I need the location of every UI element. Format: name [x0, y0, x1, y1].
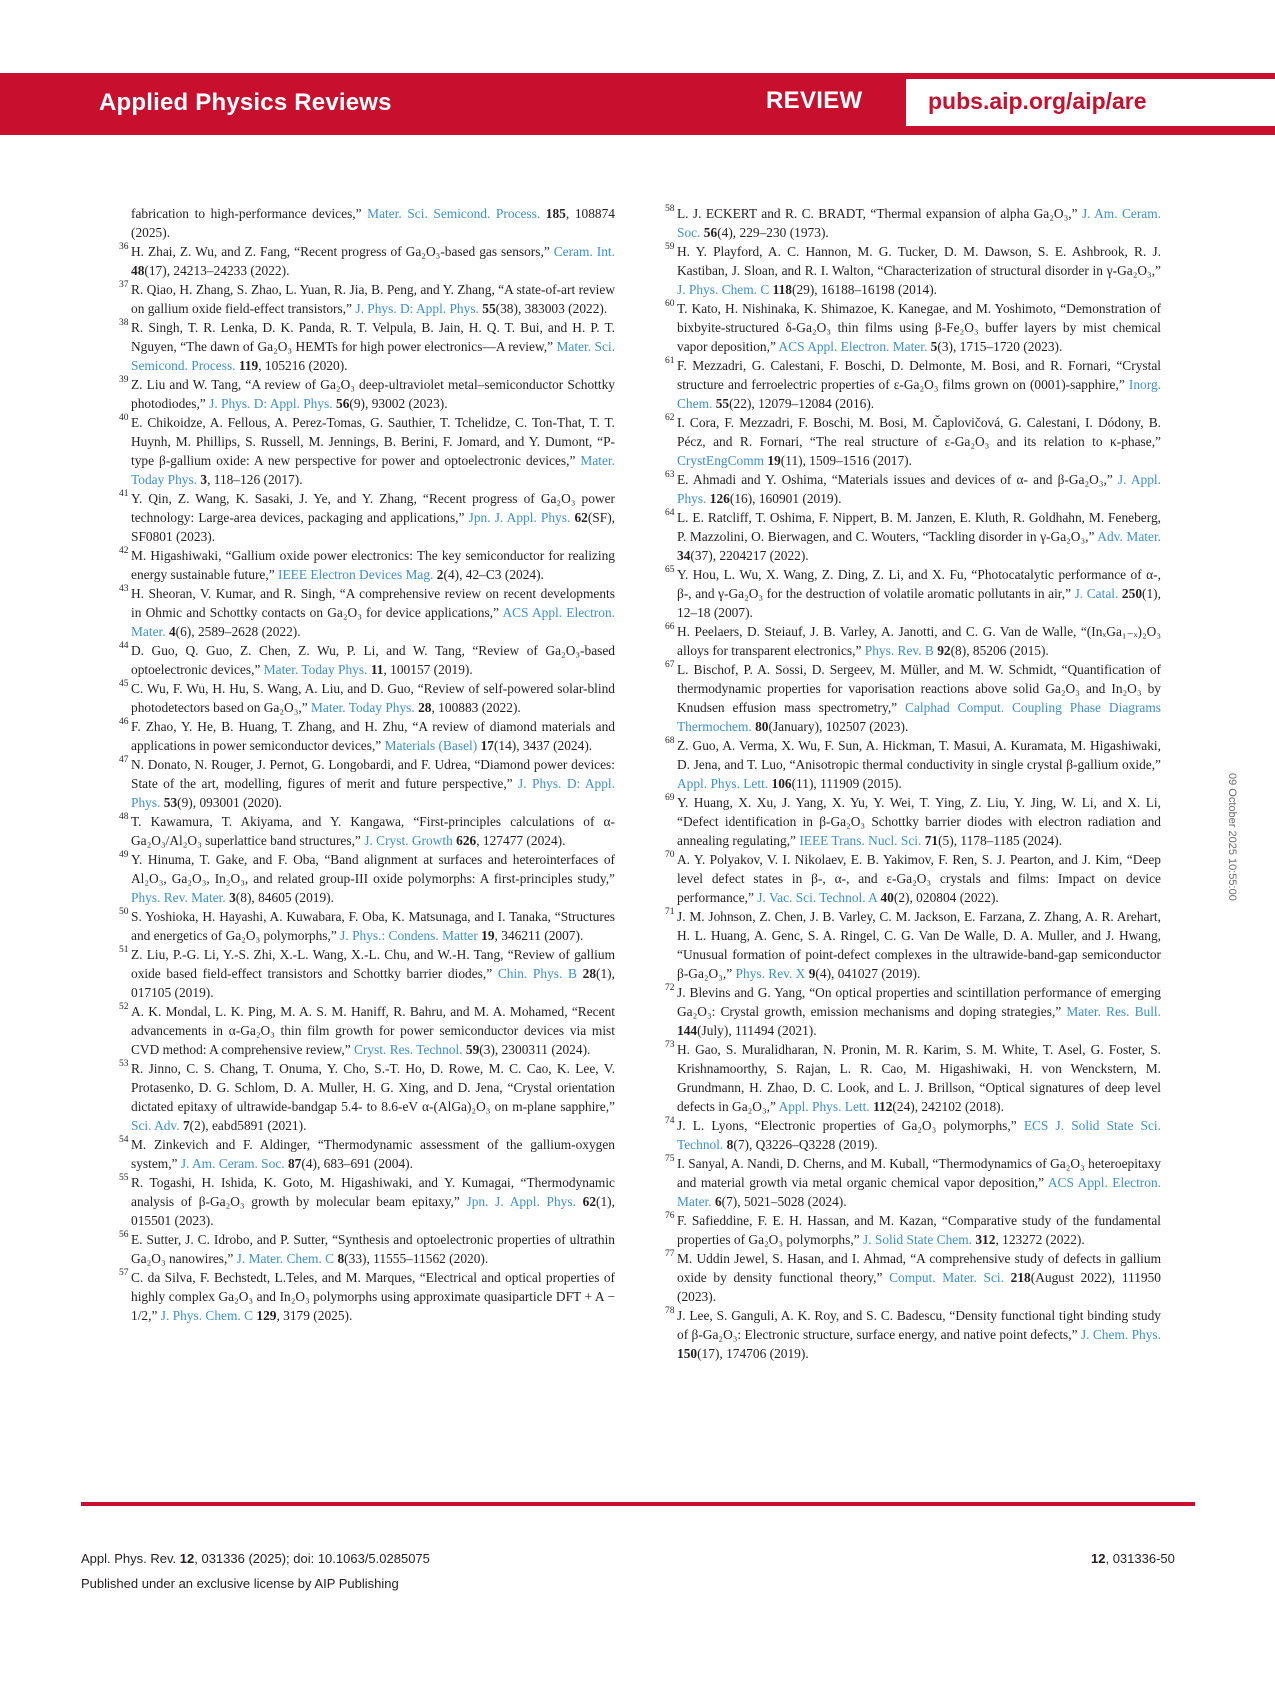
footer-page-number	[1091, 1551, 1175, 1566]
reference-number: 72	[665, 983, 675, 993]
reference-volume: 4	[168, 624, 176, 639]
reference-journal-link[interactable]: Ceram. Int.	[553, 244, 615, 259]
reference-volume: 11	[370, 662, 384, 677]
reference-number: 78	[665, 1306, 675, 1316]
reference-number: 54	[119, 1135, 129, 1145]
reference-item	[119, 1059, 615, 1135]
reference-details: (4), 683–691 (2004).	[301, 1156, 413, 1171]
reference-journal-link[interactable]: Mater. Sci. Semicond. Process.	[367, 206, 541, 221]
journal-title[interactable]: Applied Physics Reviews	[99, 89, 392, 116]
reference-number: 63	[665, 470, 675, 480]
reference-item	[665, 1040, 1161, 1116]
reference-number: 38	[119, 318, 129, 328]
reference-journal-link[interactable]: Inorg. Chem.	[677, 377, 1161, 411]
reference-details: (16), 160901 (2019).	[729, 491, 842, 506]
reference-journal-link[interactable]: J. Am. Ceram. Soc.	[677, 206, 1161, 240]
reference-text: D. Guo, Q. Guo, Z. Chen, Z. Wu, P. Li, and W. Tang, “Review of Ga₂O₃-based optoelectronic devices,”	[131, 643, 615, 677]
reference-item	[119, 318, 616, 375]
reference-text: H. Zhai, Z. Wu, and Z. Fang, “Recent progress of Ga₂O₃-based gas sensors,”	[131, 244, 554, 259]
reference-item	[119, 641, 615, 679]
reference-item	[119, 755, 615, 812]
reference-number: 49	[119, 850, 129, 860]
reference-journal-link[interactable]: Mater. Res. Bull.	[1066, 1004, 1161, 1019]
reference-item	[119, 242, 615, 280]
reference-volume: 56	[703, 225, 718, 240]
reference-text: R. Singh, T. R. Lenka, D. K. Panda, R. T. Velpula, B. Jain, H. Q. T. Bui, and H. P. T. Nguyen, “The dawn of Ga₂O₃ HEMTs for high power electronics—A review,”	[131, 320, 615, 354]
reference-journal-link[interactable]: Cryst. Res. Technol.	[354, 1042, 463, 1057]
reference-item	[119, 679, 615, 717]
reference-text: J. L. Lyons, “Electronic properties of Ga₂O₃ polymorphs,”	[677, 1118, 1024, 1133]
reference-item	[119, 584, 616, 641]
reference-number: 37	[119, 280, 129, 290]
reference-journal-link[interactable]: ECS J. Solid State Sci. Technol.	[677, 1118, 1161, 1152]
reference-number: 73	[665, 1040, 675, 1050]
reference-volume: 7	[182, 1118, 190, 1133]
reference-text: Z. Liu, P.-G. Li, Y.-S. Zhi, X.-L. Wang, X.-L. Chu, and W.-H. Tang, “Review of gallium oxide based field-effect transistors and Schottky barrier diodes,”	[131, 947, 615, 981]
footer-citation-rest: , 031336 (2025); doi: 10.1063/5.0285075	[194, 1551, 430, 1566]
reference-text: I. Cora, F. Mezzadri, F. Boschi, M. Bosi, M. Čaplovičová, G. Calestani, I. Dódony, B. Pécz, and R. Fornari, “The real structure of ε-Ga₂O₃ and its relation to κ-phase,”	[677, 415, 1161, 449]
reference-number: 44	[119, 641, 129, 651]
reference-number: 51	[119, 945, 129, 955]
reference-text: R. Jinno, C. S. Chang, T. Onuma, Y. Cho, S.-T. Ho, D. Rowe, M. C. Cao, K. Lee, V. Protasenko, D. G. Schlom, D. A. Muller, H. G. Xing, and D. Jena, “Crystal orientation dictated epitaxy of ultrawide-bandgap 5.4- to 8.6-eV α-(AlGa)₂O₃ on m-plane sapphire,”	[131, 1061, 615, 1114]
reference-item	[119, 717, 615, 755]
reference-volume: 40	[880, 890, 894, 905]
reference-journal-link[interactable]: Mater. Today Phys.	[131, 453, 615, 487]
reference-details: (1), 017105 (2019).	[131, 966, 615, 1000]
reference-item	[665, 622, 1161, 660]
reference-details: (22), 12079–12084 (2016).	[729, 396, 875, 411]
reference-journal-link[interactable]: Comput. Mater. Sci.	[889, 1270, 1004, 1285]
reference-text: I. Sanyal, A. Nandi, D. Cherns, and M. Kuball, “Thermodynamics of Ga₂O₃ heteroepitaxy and material growth via metal organic chemical vapor deposition,”	[677, 1156, 1161, 1190]
reference-details: (1), 12–18 (2007).	[677, 586, 1161, 620]
reference-details: , 127477 (2024).	[476, 833, 566, 848]
reference-item	[665, 413, 1161, 470]
reference-volume: 118	[772, 282, 792, 297]
reference-item	[131, 204, 615, 242]
reference-item	[665, 242, 1161, 299]
reference-text: Z. Guo, A. Verma, X. Wu, F. Sun, A. Hickman, T. Masui, A. Kuramata, M. Higashiwaki, D. Jena, and T. Luo, “Anisotropic thermal conductivity in single crystal β-gallium oxide,”	[677, 738, 1161, 772]
reference-details: (17), 24213–24233 (2022).	[144, 263, 290, 278]
reference-details: (37), 2204217 (2022).	[690, 548, 809, 563]
reference-item	[119, 945, 615, 1002]
reference-text: S. Yoshioka, H. Hayashi, A. Kuwabara, F. Oba, K. Matsunaga, and I. Tanaka, “Structures and energetics of Ga₂O₃ polymorphs,”	[131, 909, 615, 943]
reference-number: 76	[665, 1211, 675, 1221]
reference-details: , 118–126 (2017).	[207, 472, 303, 487]
reference-text: M. Higashiwaki, “Gallium oxide power electronics: The key semiconductor for realizing energy sustainable future,”	[131, 548, 615, 582]
reference-volume: 55	[482, 301, 496, 316]
reference-number: 70	[665, 850, 675, 860]
reference-number: 61	[665, 356, 675, 366]
reference-item	[119, 1230, 615, 1268]
reference-text: Z. Liu and W. Tang, “A review of Ga₂O₃ deep-ultraviolet metal–semiconductor Schottky photodiodes,”	[131, 377, 615, 411]
footer-page-rest: , 031336-50	[1105, 1551, 1175, 1566]
reference-details: (January), 102507 (2023).	[768, 719, 909, 734]
reference-item	[119, 1135, 615, 1173]
reference-volume: 28	[418, 700, 432, 715]
reference-journal-link[interactable]: J. Solid State Chem.	[862, 1232, 972, 1247]
reference-item	[665, 907, 1161, 983]
reference-item	[119, 1268, 615, 1325]
reference-number: 59	[665, 242, 675, 252]
reference-details: (2), 020804 (2022).	[893, 890, 999, 905]
reference-details: (14), 3437 (2024).	[493, 738, 593, 753]
journal-url-box[interactable]	[904, 77, 1275, 128]
reference-details: , 3179 (2025).	[276, 1308, 353, 1323]
reference-text: J. M. Johnson, Z. Chen, J. B. Varley, C. M. Jackson, E. Farzana, Z. Zhang, A. R. Arehart, H. L. Huang, A. Genc, S. A. Ringel, C. G. Van De Walle, D. A. Muller, and J. Hwang, “Unusual formation of point-defect complexes in the ultrawide-band-gap semiconductor β-Ga₂O₃,”	[677, 909, 1161, 981]
reference-volume: 92	[937, 643, 951, 658]
reference-volume: 3	[229, 890, 236, 905]
reference-details: (July), 111494 (2021).	[697, 1023, 817, 1038]
reference-number: 45	[119, 679, 129, 689]
reference-text: Y. Hou, L. Wu, X. Wang, Z. Ding, Z. Li, and X. Fu, “Photocatalytic performance of α-, β-, and γ-Ga₂O₃ for the destruction of volatile aromatic pollutants in air,”	[677, 567, 1161, 601]
journal-banner	[0, 73, 1275, 135]
reference-details: (7), Q3226–Q3228 (2019).	[733, 1137, 878, 1152]
reference-item	[119, 812, 615, 850]
reference-volume: 59	[465, 1042, 480, 1057]
reference-item	[665, 356, 1161, 413]
reference-text: A. Y. Polyakov, V. I. Nikolaev, E. B. Yakimov, F. Ren, S. J. Pearton, and J. Kim, “Deep level defect states in β-, α-, and ε-Ga₂O₃ crystals and films: Impact on device performance,”	[677, 852, 1161, 905]
reference-journal-link[interactable]: Chin. Phys. B	[497, 966, 577, 981]
reference-text: E. Sutter, J. C. Idrobo, and P. Sutter, “Synthesis and optoelectronic properties of ultrathin Ga₂O₃ nanowires,”	[131, 1232, 615, 1266]
reference-journal-link[interactable]: J. Vac. Sci. Technol. A	[757, 890, 878, 905]
reference-volume: 218	[1010, 1270, 1031, 1285]
reference-number: 40	[119, 413, 129, 423]
reference-volume: 55	[715, 396, 730, 411]
references-right-column	[665, 204, 1162, 1363]
reference-journal-link[interactable]: J. Chem. Phys.	[1080, 1327, 1161, 1342]
reference-number: 74	[665, 1116, 675, 1126]
reference-details: (4), 041027 (2019).	[815, 966, 921, 981]
reference-item	[665, 1306, 1161, 1363]
reference-journal-link[interactable]: ACS Appl. Electron. Mater.	[677, 1175, 1161, 1209]
reference-number: 50	[119, 907, 129, 917]
reference-details: (11), 1509–1516 (2017).	[780, 453, 912, 468]
reference-volume: 71	[924, 833, 939, 848]
reference-volume: 19	[481, 928, 495, 943]
reference-volume: 19	[767, 453, 781, 468]
reference-volume: 87	[287, 1156, 302, 1171]
reference-item	[119, 489, 616, 546]
reference-number: 52	[119, 1002, 129, 1012]
reference-text: fabrication to high-performance devices,”	[131, 206, 368, 221]
reference-number: 71	[665, 907, 675, 917]
reference-number: 36	[119, 242, 129, 252]
reference-number: 58	[665, 204, 675, 214]
reference-details: (33), 11555–11562 (2020).	[344, 1251, 489, 1266]
reference-volume: 106	[771, 776, 792, 791]
reference-text: R. Qiao, H. Zhang, S. Zhao, L. Yuan, R. Jia, B. Peng, and Y. Zhang, “A state-of-art review on gallium oxide field-effect transistors,”	[131, 282, 615, 316]
reference-text: T. Kato, H. Nishinaka, K. Shimazoe, K. Kanegae, and M. Yoshimoto, “Demonstration of bixbyite-structured δ-Ga₂O₃ thin films using β-Fe₂O₃ buffer layers by mist chemical vapor deposition,”	[677, 301, 1161, 354]
reference-number: 46	[119, 717, 129, 727]
reference-item	[119, 546, 615, 584]
reference-journal-link[interactable]: Materials (Basel)	[384, 738, 478, 753]
reference-details: , 346211 (2007).	[494, 928, 584, 943]
reference-text: H. Gao, S. Muralidharan, N. Pronin, M. R. Karim, S. M. White, T. Asel, G. Foster, S. Krishnamoorthy, S. Rajan, L. R. Cao, M. Higashiwaki, H. von Wenckstern, M. Grundmann, H. Zhao, D. C. Look, and L. J. Brillson, “Optical signatures of deep level defects in Ga₂O₃,”	[677, 1042, 1161, 1114]
reference-item	[665, 1116, 1161, 1154]
download-timestamp: 09 October 2025 10:55:00	[1226, 773, 1238, 901]
reference-volume: 62	[582, 1194, 597, 1209]
reference-number: 66	[665, 622, 675, 632]
reference-volume: 62	[574, 510, 588, 525]
reference-journal-link[interactable]: ACS Appl. Electron. Mater.	[131, 605, 616, 639]
reference-journal-link[interactable]: IEEE Trans. Nucl. Sci.	[799, 833, 922, 848]
references-left-column	[119, 204, 616, 1325]
reference-volume: 17	[480, 738, 494, 753]
reference-volume: 8	[726, 1137, 734, 1152]
reference-number: 75	[665, 1154, 675, 1164]
reference-journal-link[interactable]: J. Cryst. Growth	[364, 833, 453, 848]
reference-volume: 34	[677, 548, 691, 563]
reference-details: (SF), SF0801 (2023).	[131, 510, 616, 544]
reference-details: (11), 111909 (2015).	[791, 776, 902, 791]
reference-number: 47	[119, 755, 129, 765]
reference-volume: 53	[163, 795, 178, 810]
reference-number: 43	[119, 584, 129, 594]
reference-journal-link[interactable]: Appl. Phys. Lett.	[677, 776, 769, 791]
reference-text: J. Lee, S. Ganguli, A. K. Roy, and S. C. Badescu, “Density functional tight binding study of β-Ga₂O₃: Electronic structure, surface energy, and native point defects,”	[677, 1308, 1161, 1342]
reference-details: (8), 85206 (2015).	[950, 643, 1049, 658]
reference-item	[665, 1249, 1161, 1306]
reference-number: 67	[665, 660, 675, 670]
reference-details: (3), 2300311 (2024).	[479, 1042, 591, 1057]
reference-text: Y. Hinuma, T. Gake, and F. Oba, “Band alignment at surfaces and heterointerfaces of Al₂O₃, Ga₂O₃, In₂O₃, and related group-III oxide polymorphs: A first-principles study,”	[131, 852, 615, 886]
reference-details: , 100157 (2019).	[383, 662, 473, 677]
reference-volume: 150	[677, 1346, 698, 1361]
reference-text: F. Mezzadri, G. Calestani, F. Boschi, D. Delmonte, M. Bosi, and R. Fornari, “Crystal structure and ferroelectric properties of ε-Ga₂O₃ films grown on (0001)-sapphire,”	[677, 358, 1161, 392]
reference-text: L. J. ECKERT and R. C. BRADT, “Thermal expansion of alpha Ga₂O₃,”	[677, 206, 1082, 221]
reference-number: 56	[119, 1230, 129, 1240]
reference-text: Y. Huang, X. Xu, J. Yang, X. Yu, Y. Wei, T. Ying, Z. Liu, Y. Jing, W. Li, and X. Li, “Defect identification in β-Ga₂O₃ Schottky barrier diodes with electron radiation and annealing regulating,”	[677, 795, 1161, 848]
reference-journal-link[interactable]: Sci. Adv.	[131, 1118, 180, 1133]
reference-volume: 5	[930, 339, 938, 354]
reference-volume: 2	[436, 567, 444, 582]
reference-item	[665, 299, 1161, 356]
reference-text: J. Blevins and G. Yang, “On optical properties and scintillation performance of emerging Ga₂O₃: Crystal growth, emission mechanisms and doping strategies,”	[677, 985, 1161, 1019]
reference-item	[665, 983, 1161, 1040]
reference-item	[665, 1154, 1161, 1211]
reference-volume: 48	[131, 263, 145, 278]
reference-item	[665, 1211, 1161, 1249]
reference-text: L. Bischof, P. A. Sossi, D. Sergeev, M. Müller, and M. W. Schmidt, “Quantification of thermodynamic properties for vaporisation reactions above solid Ga₂O₃ and In₂O₃ by Knudsen effusion mass spectrometry,”	[677, 662, 1161, 715]
reference-journal-link[interactable]: J. Phys.: Condens. Matter	[340, 928, 478, 943]
reference-details: (3), 1715–1720 (2023).	[937, 339, 1063, 354]
reference-journal-link[interactable]: Phys. Rev. Mater.	[131, 890, 226, 905]
reference-item	[665, 470, 1162, 508]
reference-text: N. Donato, N. Rouger, J. Pernot, G. Longobardi, and F. Udrea, “Diamond power devices: State of the art, modelling, figures of merit and future perspective,”	[131, 757, 615, 791]
reference-number: 55	[119, 1173, 129, 1183]
reference-number: 39	[119, 375, 129, 385]
reference-journal-link[interactable]: Phys. Rev. X	[735, 966, 806, 981]
footer-citation-prefix: Appl. Phys. Rev.	[81, 1551, 177, 1566]
reference-text: A. K. Mondal, L. K. Ping, M. A. S. M. Haniff, R. Bahru, and M. A. Mohamed, “Recent advancements in α-Ga₂O₃ thin film growth for power semiconductor devices via mist CVD method: A comprehensive review,”	[131, 1004, 615, 1057]
reference-volume: 126	[709, 491, 730, 506]
reference-item	[665, 793, 1161, 850]
reference-volume: 312	[975, 1232, 996, 1247]
reference-details: (August 2022), 111950 (2023).	[677, 1270, 1161, 1304]
reference-text: R. Togashi, H. Ishida, K. Goto, M. Higashiwaki, and Y. Kumagai, “Thermodynamic analysis of β-Ga₂O₃ growth by molecular beam epitaxy,”	[131, 1175, 615, 1209]
reference-details: (4), 42–C3 (2024).	[443, 567, 544, 582]
reference-item	[665, 565, 1161, 622]
reference-details: , 108874 (2025).	[131, 206, 615, 240]
reference-text: H. Y. Playford, A. C. Hannon, M. G. Tucker, D. M. Dawson, S. E. Ashbrook, R. J. Kastiban, J. Sloan, and R. I. Walton, “Characterization of structural disorder in γ-Ga₂O₃,”	[677, 244, 1161, 278]
reference-journal-link[interactable]: Jpn. J. Appl. Phys.	[466, 1194, 576, 1209]
reference-text: C. Wu, F. Wu, H. Hu, S. Wang, A. Liu, and D. Guo, “Review of self-powered solar-blind photodetectors based on Ga₂O₃,”	[131, 681, 615, 715]
reference-journal-link[interactable]: J. Phys. D: Appl. Phys.	[131, 776, 615, 810]
reference-text: C. da Silva, F. Bechstedt, L.Teles, and M. Marques, “Electrical and optical properties of highly complex Ga₂O₃ and In₂O₃ polymorphs using approximate quasiparticle DFT + A − 1/2,”	[131, 1270, 615, 1323]
reference-number: 77	[665, 1249, 675, 1259]
reference-journal-link[interactable]: Jpn. J. Appl. Phys.	[468, 510, 571, 525]
reference-details: (5), 1178–1185 (2024).	[938, 833, 1063, 848]
reference-text: H. Sheoran, V. Kumar, and R. Singh, “A comprehensive review on recent developments in Ohmic and Schottky contacts on Ga₂O₃ for device applications,”	[131, 586, 615, 620]
reference-journal-link[interactable]: J. Phys. D: Appl. Phys.	[355, 301, 479, 316]
reference-details: , 100883 (2022).	[431, 700, 521, 715]
reference-text: T. Kawamura, T. Akiyama, and Y. Kangawa, “First-principles calculations of α-Ga₂O₃/Al₂O₃ superlattice band structures,”	[131, 814, 615, 848]
footer-citation	[81, 1551, 430, 1566]
reference-item	[665, 736, 1161, 793]
reference-item	[665, 660, 1161, 736]
journal-url-link[interactable]: pubs.aip.org/aip/are	[928, 88, 1147, 114]
reference-number: 41	[119, 489, 129, 499]
reference-text: F. Safieddine, F. E. H. Hassan, and M. Kazan, “Comparative study of the fundamental properties of Ga₂O₃ polymorphs,”	[677, 1213, 1161, 1247]
reference-item	[119, 1173, 615, 1230]
reference-journal-link[interactable]: Mater. Today Phys.	[311, 700, 415, 715]
reference-journal-link[interactable]: J. Phys. Chem. C	[677, 282, 770, 297]
reference-journal-link[interactable]: ACS Appl. Electron. Mater.	[778, 339, 928, 354]
reference-number: 60	[665, 299, 675, 309]
reference-journal-link[interactable]: Phys. Rev. B	[864, 643, 934, 658]
reference-number: 69	[665, 793, 675, 803]
reference-number: 53	[119, 1059, 129, 1069]
section-label: REVIEW	[766, 87, 863, 114]
reference-volume: 626	[456, 833, 477, 848]
reference-number: 65	[665, 565, 675, 575]
reference-item	[119, 413, 615, 489]
footer-citation-volume: 12	[179, 1551, 195, 1566]
reference-volume: 112	[873, 1099, 893, 1114]
reference-volume: 80	[755, 719, 769, 734]
reference-journal-link[interactable]: Mater. Sci. Semicond. Process.	[131, 339, 616, 373]
reference-volume: 185	[545, 206, 566, 221]
reference-item	[119, 375, 615, 413]
reference-details: (38), 383003 (2022).	[495, 301, 608, 316]
reference-number: 62	[665, 413, 675, 423]
reference-details: , 105216 (2020).	[258, 358, 348, 373]
reference-number: 68	[665, 736, 675, 746]
reference-item	[119, 1002, 615, 1059]
reference-journal-link[interactable]: CrystEngComm	[677, 453, 765, 468]
reference-journal-link[interactable]: J. Am. Ceram. Soc.	[180, 1156, 285, 1171]
reference-journal-link[interactable]: J. Appl. Phys.	[677, 472, 1162, 506]
reference-details: (9), 093001 (2020).	[177, 795, 283, 810]
reference-volume: 8	[337, 1251, 345, 1266]
reference-details: (2), eabd5891 (2021).	[189, 1118, 307, 1133]
reference-volume: 129	[256, 1308, 277, 1323]
reference-journal-link[interactable]: Appl. Phys. Lett.	[778, 1099, 870, 1114]
reference-volume: 56	[336, 396, 350, 411]
reference-journal-link[interactable]: J. Phys. D: Appl. Phys.	[209, 396, 333, 411]
footer-license: Published under an exclusive license by AIP Publishing	[81, 1576, 399, 1591]
reference-details: (8), 84605 (2019).	[235, 890, 334, 905]
reference-text: E. Chikoidze, A. Fellous, A. Perez-Tomas, G. Sauthier, T. Tchelidze, C. Ton-That, T. T. Huynh, M. Phillips, S. Russell, M. Jennings, B. Berini, F. Jomard, and Y. Dumont, “P-type β-gallium oxide: A new perspective for power and optoelectronic devices,”	[131, 415, 615, 468]
reference-number: 48	[119, 812, 129, 822]
reference-item	[665, 204, 1161, 242]
reference-details: (6), 2589–2628 (2022).	[175, 624, 301, 639]
reference-journal-link[interactable]: J. Phys. Chem. C	[160, 1308, 254, 1323]
reference-details: (29), 16188–16198 (2014).	[791, 282, 938, 297]
reference-details: (1), 015501 (2023).	[131, 1194, 615, 1228]
reference-volume: 9	[808, 966, 816, 981]
reference-journal-link[interactable]: Mater. Today Phys.	[263, 662, 368, 677]
reference-text: L. E. Ratcliff, T. Oshima, F. Nippert, B. M. Janzen, E. Kluth, R. Goldhahn, M. Feneberg, P. Mazzolini, O. Bierwagen, and C. Wouters, “Tackling disorder in γ-Ga₂O₃,”	[677, 510, 1161, 544]
reference-volume: 28	[582, 966, 597, 981]
reference-journal-link[interactable]: J. Mater. Chem. C	[236, 1251, 335, 1266]
reference-details: , 123272 (2022).	[995, 1232, 1085, 1247]
reference-item	[119, 907, 615, 945]
reference-text: E. Ahmadi and Y. Oshima, “Materials issues and devices of α- and β-Ga₂O₃,”	[677, 472, 1118, 487]
reference-text: M. Zinkevich and F. Aldinger, “Thermodynamic assessment of the gallium-oxygen system,”	[131, 1137, 615, 1171]
reference-number: 57	[119, 1268, 129, 1278]
reference-volume: 119	[238, 358, 259, 373]
reference-details: (4), 229–230 (1973).	[717, 225, 829, 240]
reference-text: H. Peelaers, D. Steiauf, J. B. Varley, A. Janotti, and C. G. Van de Walle, “(InₓGa₁₋ₓ)₂O₃ alloys for transparent electronics,”	[677, 624, 1161, 658]
reference-item	[665, 850, 1161, 907]
reference-text: M. Uddin Jewel, S. Hasan, and I. Ahmad, “A comprehensive study of defects in gallium oxide by density functional theory,”	[677, 1251, 1161, 1285]
reference-volume: 250	[1121, 586, 1143, 601]
footer-page-volume: 12	[1091, 1551, 1106, 1566]
reference-volume: 144	[677, 1023, 698, 1038]
reference-number: 42	[119, 546, 129, 556]
reference-volume: 6	[714, 1194, 722, 1209]
reference-journal-link[interactable]: IEEE Electron Devices Mag.	[278, 567, 434, 582]
footer-rule	[81, 1502, 1195, 1506]
reference-item	[119, 280, 615, 318]
reference-details: (24), 242102 (2018).	[892, 1099, 1004, 1114]
reference-journal-link[interactable]: Adv. Mater.	[1097, 529, 1162, 544]
reference-details: (9), 93002 (2023).	[349, 396, 448, 411]
reference-text: F. Zhao, Y. He, B. Huang, T. Zhang, and H. Zhu, “A review of diamond materials and applications in power semiconductor devices,”	[131, 719, 615, 753]
reference-text: Y. Qin, Z. Wang, K. Sasaki, J. Ye, and Y. Zhang, “Recent progress of Ga₂O₃ power technology: Large-area devices, packaging and applications,”	[131, 491, 615, 525]
reference-details: (17), 174706 (2019).	[697, 1346, 809, 1361]
reference-item	[665, 508, 1162, 565]
reference-journal-link[interactable]: J. Catal.	[1074, 586, 1119, 601]
reference-item	[119, 850, 615, 907]
reference-volume: 3	[200, 472, 208, 487]
reference-details: (7), 5021–5028 (2024).	[721, 1194, 847, 1209]
reference-number: 64	[665, 508, 675, 518]
reference-journal-link[interactable]: Calphad Comput. Coupling Phase Diagrams Thermochem.	[677, 700, 1161, 734]
